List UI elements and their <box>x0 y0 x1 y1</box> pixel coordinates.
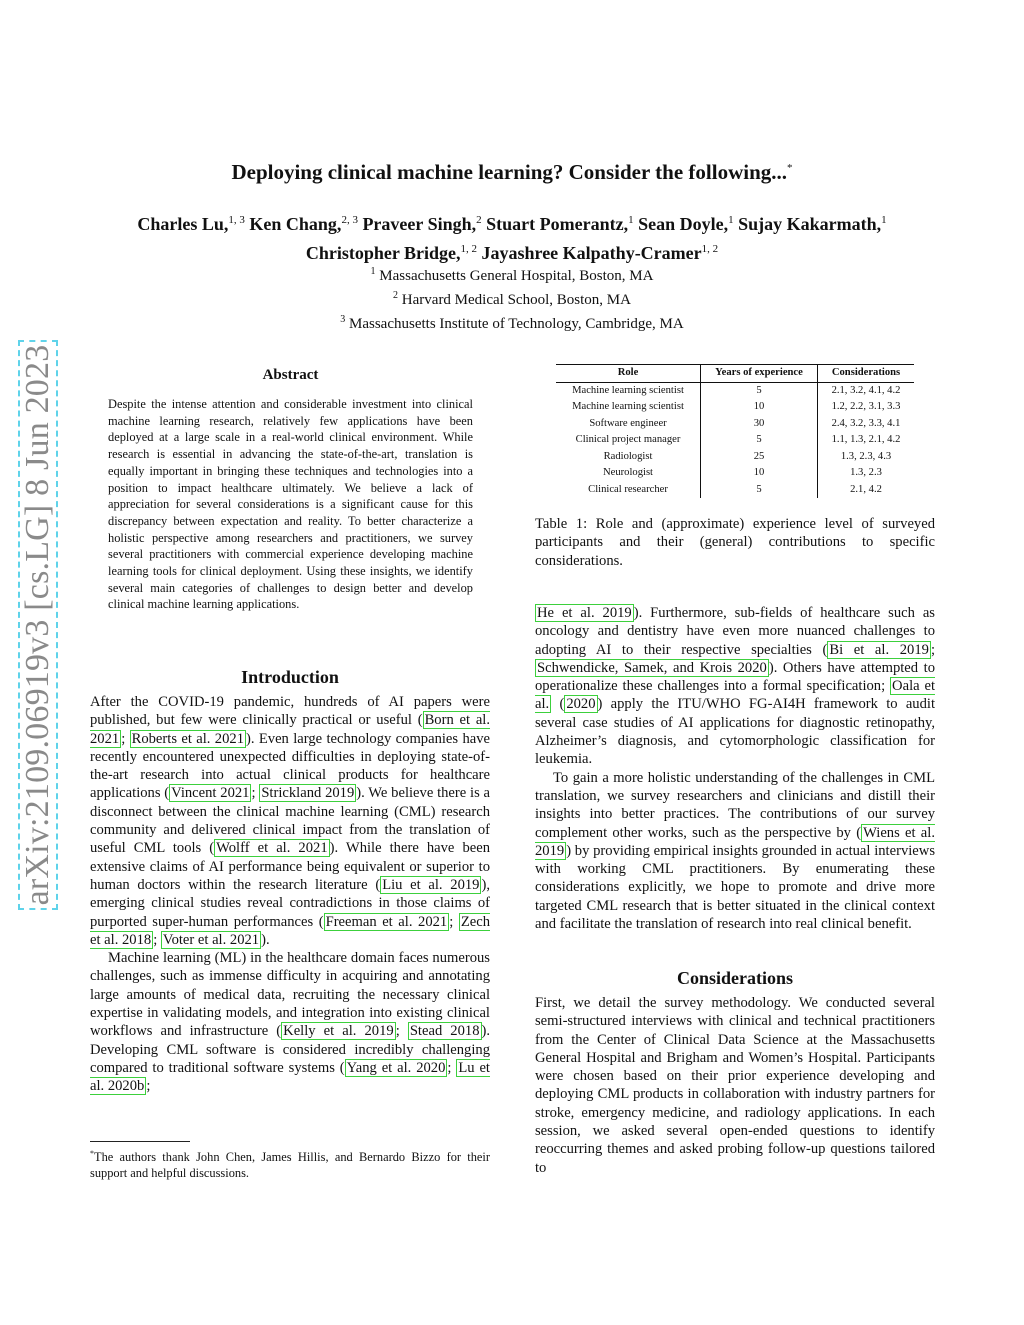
author: Sujay Kakarmath, <box>738 214 882 234</box>
citation-link[interactable]: Voter et al. 2021 <box>162 931 260 948</box>
table-cell: 1.3, 2.3, 4.3 <box>840 450 892 462</box>
table-cell: Clinical researcher <box>556 482 701 499</box>
introduction-body <box>90 693 490 1096</box>
table-cell: Machine learning scientist <box>556 382 701 399</box>
citation-link[interactable]: Wolff et al. 2021 <box>216 840 328 857</box>
citation-link[interactable]: Wiens et al. 2019 <box>535 824 935 859</box>
citation-link[interactable]: 2020 <box>566 696 596 713</box>
considerations-heading: Considerations <box>676 968 793 988</box>
table-cell: 25 <box>701 449 818 466</box>
table-cell: 10 <box>701 465 818 482</box>
paper-title: Deploying clinical machine learning? Consider the following...* <box>231 160 793 184</box>
table-cell: Clinical project manager <box>556 432 701 449</box>
table-cell: 30 <box>701 416 818 433</box>
affiliation: $^2$ Harvard Medical School, Boston, MA <box>393 290 631 308</box>
table-cell: 5 <box>701 382 818 399</box>
affiliations <box>0 262 1024 334</box>
table-row <box>556 449 914 466</box>
citation-link[interactable]: He et al. 2019 <box>537 605 632 621</box>
table-row <box>556 432 914 449</box>
author: Ken Chang, <box>249 214 342 234</box>
table-cell: 2.1, 4.2 <box>850 483 882 495</box>
author: Christopher Bridge, <box>305 243 461 263</box>
citation-link[interactable]: Yang et al. 2020 <box>346 1059 446 1076</box>
author: Jayashree Kalpathy-Cramer <box>481 243 702 263</box>
table-row <box>556 482 914 499</box>
table-header-row <box>556 365 914 383</box>
citation-link[interactable]: Liu et al. 2019 <box>382 876 480 893</box>
table-header: Years of experience <box>701 365 818 383</box>
citation-link[interactable]: Vincent 2021 <box>171 785 250 802</box>
table-cell: 5 <box>701 482 818 499</box>
table-cell: 1.3, 2.3 <box>850 467 882 478</box>
arxiv-id: arXiv:2109.06919v3 [cs.LG] 8 Jun 2023 <box>19 344 56 906</box>
introduction-continued <box>535 604 935 933</box>
citation-link[interactable]: Bi et al. 2019 <box>829 641 929 658</box>
considerations-body <box>535 994 935 1177</box>
affiliation: $^3$ Massachusetts Institute of Technology, Cambridge, MA <box>340 314 684 332</box>
citation-link[interactable]: Born et al. 2021 <box>90 712 490 747</box>
table-cell: 10 <box>701 399 818 416</box>
table-cell: 2.1, 3.2, 4.1, 4.2 <box>831 384 901 396</box>
paragraph: He et al. 2019 ). Furthermore, sub-fields of healthcare such as oncology and dentistry have even more nuanced challenges to adopting AI to their respective specialties ( Bi et al. 2019 ; Schwendicke, Samek, and Krois 2020 ). Others have attempted to operationalize these challenges into a formal specification; Oala et al. ( 2020 ) apply the ITU/WHO FG-AI4H framework to audit several case studies of AI applications for diagnostic retinopathy, Alzheimer’s diagnosis, and cytomorphologic classification for leukemia. <box>535 605 936 768</box>
paragraph: Machine learning (ML) in the healthcare domain faces numerous challenges, such as immense difficulty in acquiring and annotating large amounts of medical data, recruiting the necessary clinical expertise in validating models, and integration into existing clinical workflows and infrastructure ( Kelly et al. 2019 ; Stead 2018 ). Developing CML software is considered incredibly challenging compared to traditional software systems ( Yang et al. 2020 ; Lu et al. 2020b ; <box>90 950 491 1095</box>
table-header: Role <box>556 365 701 383</box>
citation-link[interactable]: Lu et al. 2020b <box>90 1059 490 1095</box>
arxiv-sidebar-link[interactable] <box>18 340 58 910</box>
paragraph: After the COVID-19 pandemic, hundreds of AI papers were published, but few were clinically practical or useful ( Born et al. 2021 ; Roberts et al. 2021 ). Even large technology companies have recently encountered unexpected difficulties in deploying state-of-the-art research into actual clinical products for healthcare applications ( Vincent 2021 ; Strickland 2019 ). We believe there is a disconnect between the clinical machine learning (CML) research community and delivered clinical impact from the translation of useful CML tools ( Wolff et al. 2021 ). While there have been extensive claims of AI performance being equivalent or superior to human doctors within the research literature ( Liu et al. 2019 ), emerging clinical studies reveal contradictions in those claims of purported super-human performances ( Freeman et al. 2021 ; Zech et al. 2018 ; Voter et al. 2021 ). <box>90 694 491 948</box>
table-cell: 1.2, 2.2, 3.1, 3.3 <box>831 401 901 412</box>
table-1 <box>556 364 914 498</box>
introduction-heading: Introduction <box>241 667 339 687</box>
citation-link[interactable]: Stead 2018 <box>409 1023 480 1040</box>
footnote: *The authors thank John Chen, James Hillis, and Bernardo Bizzo for their support and helpful discussions. <box>90 1149 490 1181</box>
citation-link[interactable]: Kelly et al. 2019 <box>283 1023 394 1040</box>
table-cell: Neurologist <box>556 465 701 482</box>
author-list: Charles Lu,$^{1, 3}$ Ken Chang,$^{2, 3}$ Praveer Singh,$^2$ Stuart Pomerantz,$^1$ Sean Doyle,$^1$ Sujay Kakarmath,$^1$ Christopher Bridge,$^{1, 2}$ Jayashree Kalpathy-Cramer$^{1, 2}$ <box>137 214 887 263</box>
citation-link[interactable]: Strickland 2019 <box>261 785 355 802</box>
author: Stuart Pomerantz, <box>486 214 629 234</box>
table-cell: Radiologist <box>556 449 701 466</box>
citation-link[interactable]: Schwendicke, Samek, and Krois 2020 <box>537 659 767 676</box>
table-row <box>556 416 914 433</box>
citation-link[interactable]: Roberts et al. 2021 <box>131 730 244 747</box>
table-header: Considerations <box>818 365 915 383</box>
author: Praveer Singh, <box>362 214 477 234</box>
table-cell: 1.1, 1.3, 2.1, 4.2 <box>831 434 901 445</box>
author: Charles Lu, <box>137 214 229 234</box>
paragraph: First, we detail the survey methodology. We conducted several semi-structured interviews with clinical and technical practitioners from the Center of Clinical Data Science at the Massachusetts General Hospital and Brigham and Women’s Hospital. Participants were chosen based on their prior experience developing and deploying CML products in collaboration with industry partners for stroke, emergency medicine, and radiology applications. In each session, we asked several open-ended questions to identify reoccurring themes and asked probing follow-up questions tailored to <box>535 995 935 1176</box>
table-cell: 2.4, 3.2, 3.3, 4.1 <box>831 417 901 429</box>
table-cell: Machine learning scientist <box>556 399 701 416</box>
affiliation: $^1$ Massachusetts General Hospital, Boston, MA <box>370 266 654 284</box>
author: Sean Doyle, <box>638 214 729 234</box>
abstract-text: Despite the intense attention and considerable investment into clinical machine learning research, relatively few applications have been deployed at a large scale in a real-world clinical environment. While research is essential in advancing the state-of-the-art, translation is equally important in bringing these techniques and technologies into a position to impact healthcare ultimately. We believe a lack of appreciation for several considerations is a significant cause for this discrepancy between expectation and reality. To better characterize a holistic perspective among researchers and practitioners, we survey several practitioners with commercial experience developing machine learning tools for clinical deployment. Using these insights, we identify several main categories of challenges to design better and develop clinical machine learning applications. <box>108 397 473 612</box>
paragraph: To gain a more holistic understanding of the challenges in CML translation, we survey researchers and clinicians and distill their insights into better practices. The contributions of our survey complement other works, such as the perspective by ( Wiens et al. 2019 ) by providing empirical insights grounded in actual interviews with working CML practitioners. By enumerating these considerations explicitly, we hope to promote and drive more targeted CML research that is better situated in the clinical context and facilitate the translation of research into real clinical benefit. <box>535 769 935 933</box>
citation-link[interactable]: Oala et al. <box>535 678 936 713</box>
citation-link[interactable]: Zech et al. 2018 <box>90 913 491 948</box>
table-row <box>556 382 914 399</box>
footnote-divider <box>90 1141 190 1142</box>
table-cell: 5 <box>701 432 818 449</box>
table-row <box>556 399 914 416</box>
table-row <box>556 465 914 482</box>
abstract-heading: Abstract <box>262 367 319 383</box>
table-caption: Table 1: Role and (approximate) experience level of surveyed participants and their (general) contributions to specific considerations. <box>535 516 935 569</box>
table-cell: Software engineer <box>556 416 701 433</box>
citation-link[interactable]: Freeman et al. 2021 <box>325 913 448 930</box>
